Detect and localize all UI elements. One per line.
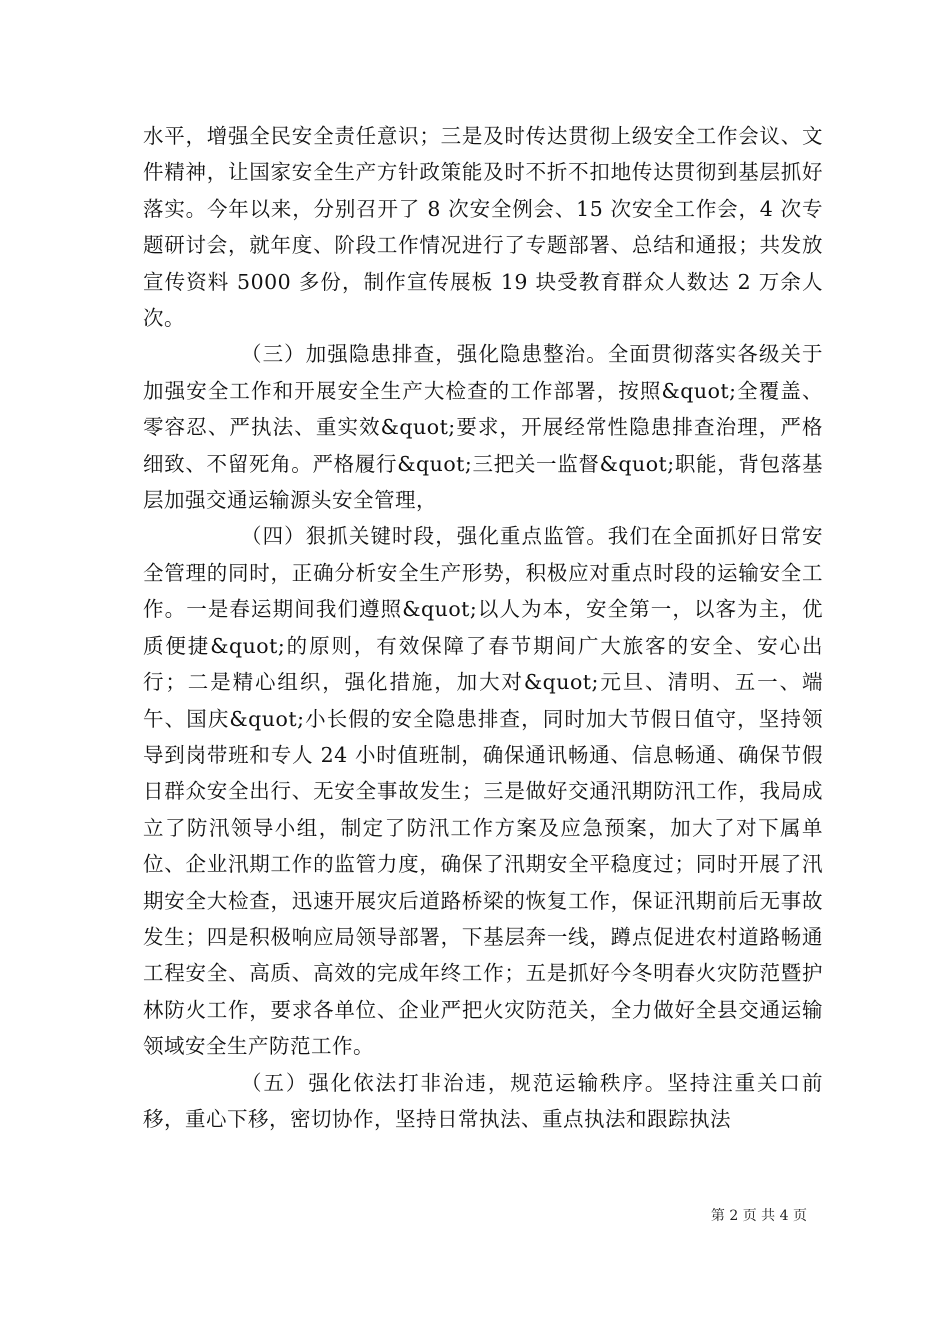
paragraph-section-5: （五）强化依法打非治违，规范运输秩序。坚持注重关口前移，重心下移，密切协作，坚持日常执法、重点执法和跟踪执法 <box>143 1070 823 1131</box>
paragraph-section-4: （四）狠抓关键时段，强化重点监管。我们在全面抓好日常安全管理的同时，正确分析安全生产形势，积极应对重点时段的运输安全工作。一是春运期间我们遵照&quot;以人为本，安全第一，以客为主，优质便捷&quot;的原则，有效保障了春节期间广大旅客的安全、安心出行；二是精心组织，强化措施，加大对&quot;元旦、清明、五一、端午、国庆&quot;小长假的安全隐患排查，同时加大节假日值守，坚持领导到岗带班和专人 24 小时值班制，确保通讯畅通、信息畅通、确保节假日群众安全出行、无安全事故发生；三是做好交通汛期防汛工作，我局成立了防汛领导小组，制定了防汛工作方案及应急预案，加大了对下属单位、企业汛期工作的监管力度，确保了汛期安全平稳度过；同时开展了汛期安全大检查，迅速开展灾后道路桥梁的恢复工作，保证汛期前后无事故发生；四是积极响应局领导部署，下基层奔一线，蹲点促进农村道路畅通工程安全、高质、高效的完成年终工作；五是抓好今冬明春火灾防范暨护林防火工作，要求各单位、企业严把火灾防范关，全力做好全县交通运输领域安全生产防范工作。 <box>143 524 823 1059</box>
paragraph-1: 水平，增强全民安全责任意识；三是及时传达贯彻上级安全工作会议、文件精神，让国家安全生产方针政策能及时不折不扣地传达贯彻到基层抓好落实。今年以来，分别召开了 8 次安全例会、15 次安全工作会，4 次专题研讨会，就年度、阶段工作情况进行了专题部署、总结和通报；共发放宣传资料 5000 多份，制作宣传展板 19 块受教育群众人数达 2 万余人次。 <box>143 124 823 331</box>
paragraph-section-3: （三）加强隐患排查，强化隐患整治。全面贯彻落实各级关于加强安全工作和开展安全生产大检查的工作部署，按照&quot;全覆盖、零容忍、严执法、重实效&quot;要求，开展经常性隐患排查治理，严格细致、不留死角。严格履行&quot;三把关一监督&quot;职能，背包落基层加强交通运输源头安全管理， <box>143 342 823 513</box>
page-number-footer: 第 2 页 共 4 页 <box>710 1208 807 1224</box>
body-text <box>143 118 823 1137</box>
